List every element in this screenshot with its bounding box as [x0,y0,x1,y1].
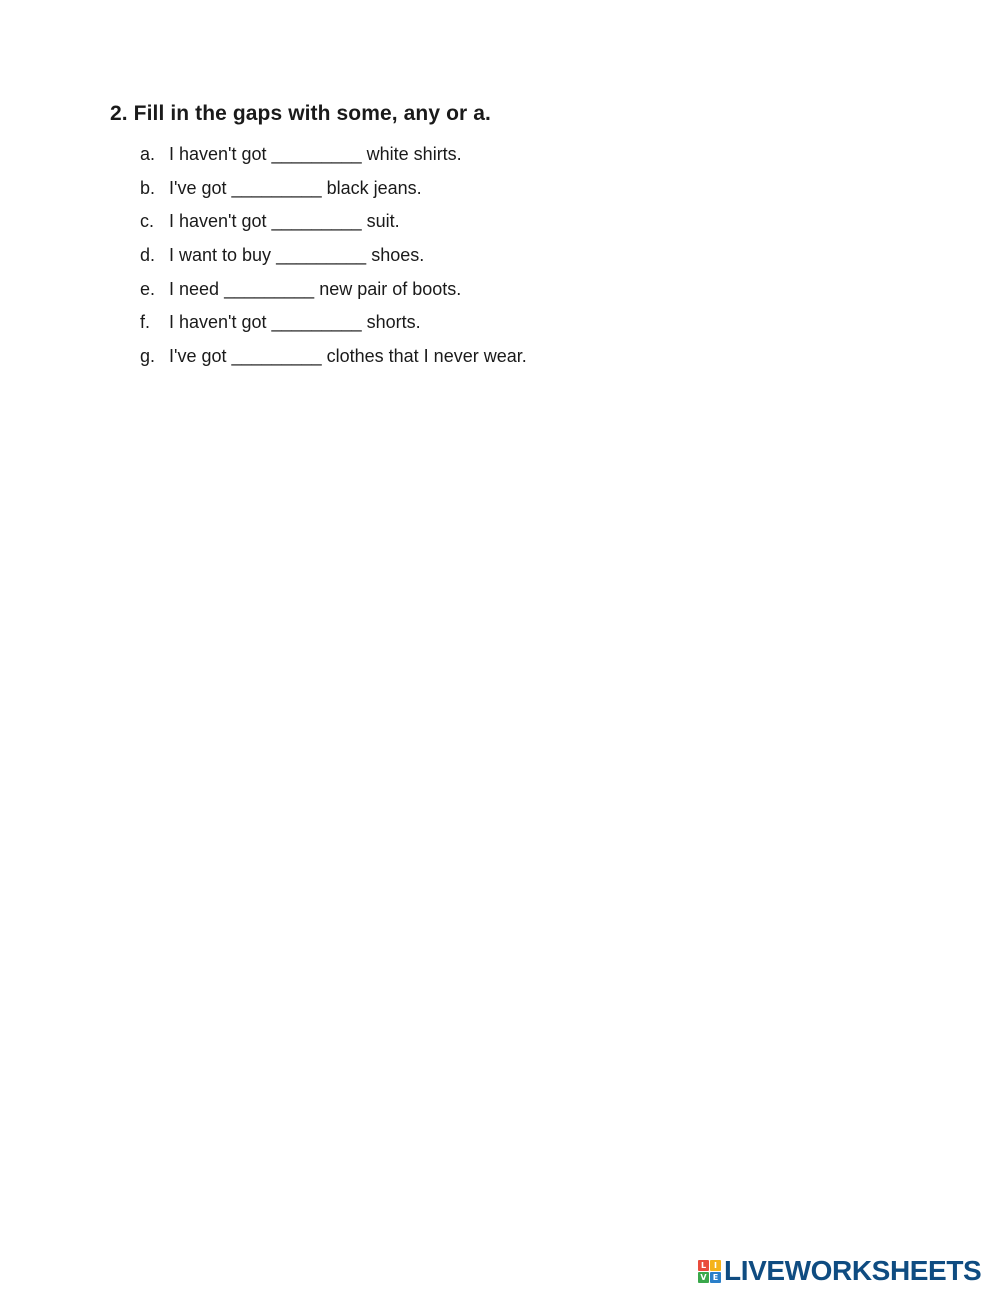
answer-gap[interactable]: _________ [271,312,362,333]
item-letter: c. [140,211,155,232]
item-text-before: I haven't got [169,312,267,333]
item-sentence [169,177,422,199]
item-text-before: I want to buy [169,245,272,266]
item-letter: d. [140,245,156,266]
item-text-after: suit. [366,211,400,232]
item-letter: b. [140,177,156,198]
item-sentence [169,345,527,367]
item-text-before: I haven't got [169,144,267,164]
liveworksheets-logo[interactable] [698,1256,981,1286]
item-letter: g. [140,346,156,367]
item-text-after: new pair of boots. [319,278,462,299]
item-text-before: I've got [169,346,227,367]
item-text-after: white shirts. [366,144,462,164]
item-text-before: I haven't got [169,211,267,232]
item-sentence [169,210,400,232]
logo-mark-tile: E [710,1272,721,1283]
logo-mark-tile: L [698,1260,709,1271]
item-text-after: clothes that I never wear. [326,346,527,367]
logo-text: LIVEWORKSHEETS [724,1255,982,1286]
answer-gap[interactable]: _________ [271,211,362,232]
exercise-title: 2. Fill in the gaps with some, any or a. [110,102,491,125]
logo-mark-tile: I [710,1260,721,1271]
logo-mark-icon [698,1260,721,1283]
item-letter: f. [140,312,151,333]
item-sentence [169,244,424,266]
item-text-after: black jeans. [326,177,422,198]
item-letter: a. [140,144,156,164]
logo-mark-tile: V [698,1272,709,1283]
item-text-before: I've got [169,177,227,198]
answer-gap[interactable]: _________ [231,346,322,367]
item-text-after: shoes. [371,245,425,266]
item-text-before: I need [169,278,220,299]
item-letter: e. [140,278,156,299]
answer-gap[interactable]: _________ [231,177,322,198]
item-sentence [169,311,421,333]
answer-gap[interactable]: _________ [271,144,362,164]
item-sentence [169,143,462,165]
item-sentence [169,278,461,300]
answer-gap[interactable]: _________ [276,245,367,266]
answer-gap[interactable]: _________ [224,278,315,299]
item-text-after: shorts. [366,312,421,333]
